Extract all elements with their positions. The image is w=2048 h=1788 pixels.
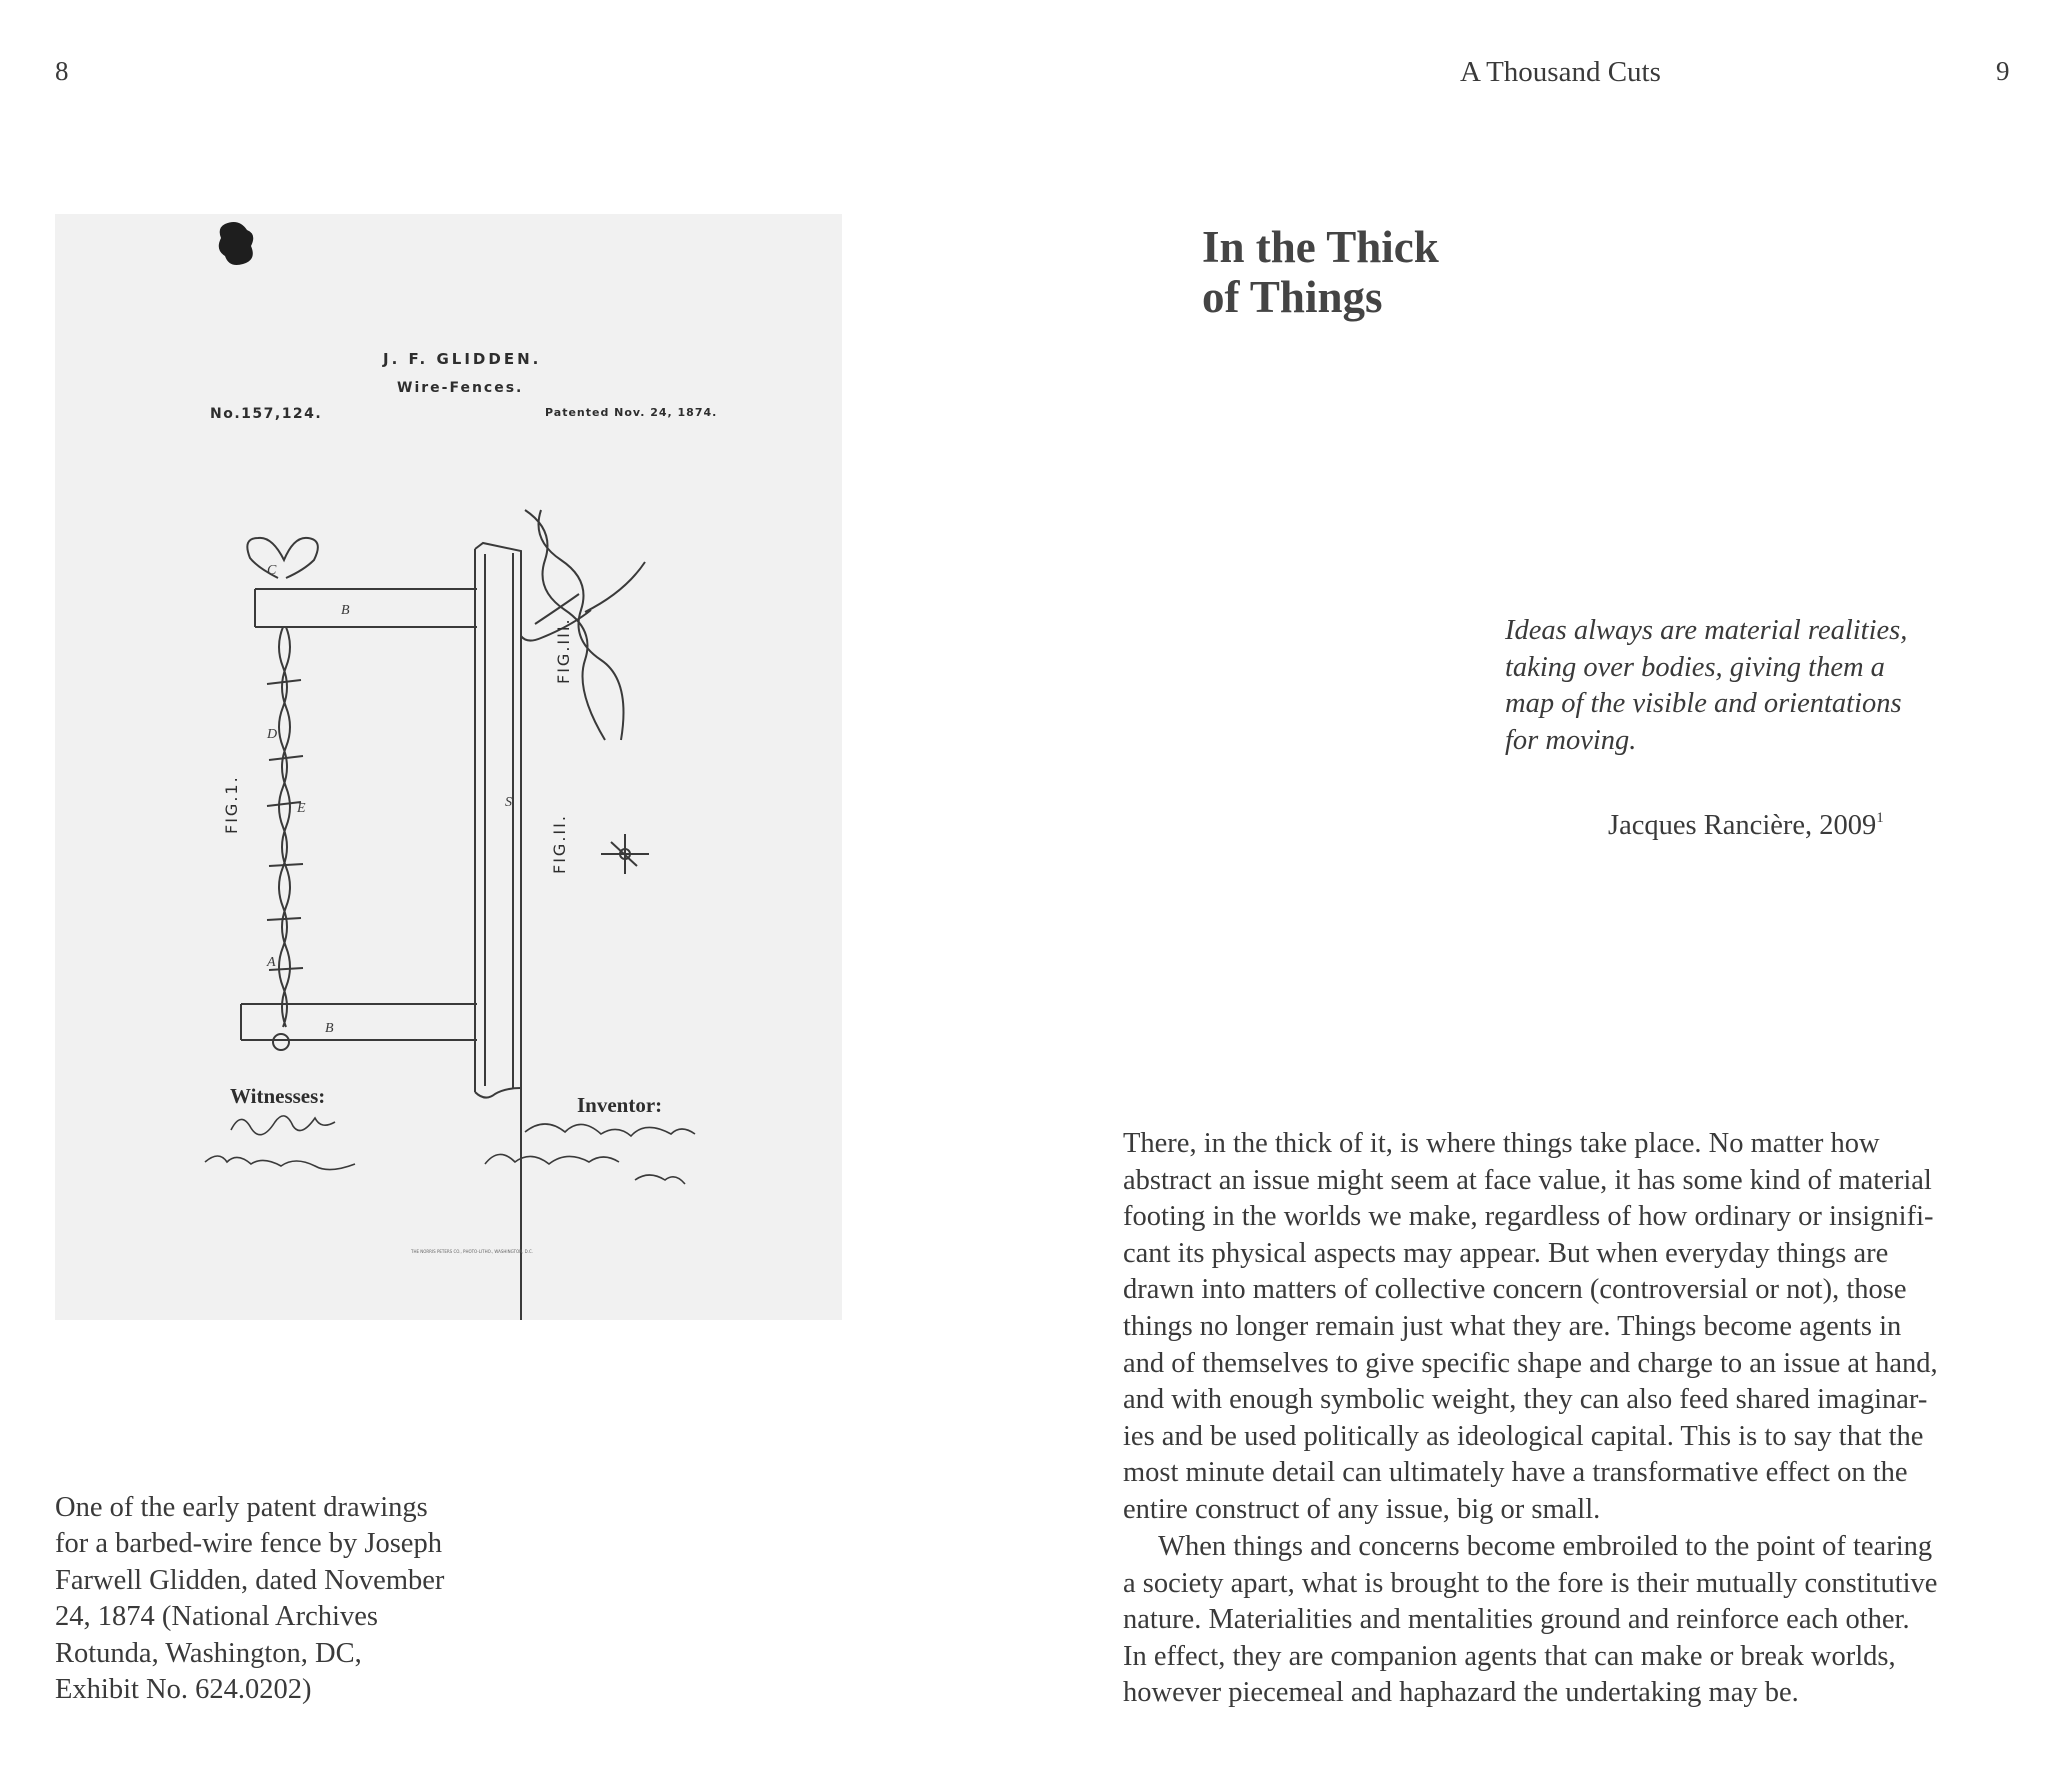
chapter-title: In the Thick of Things: [1202, 222, 1439, 322]
right-page-number: 9: [1996, 56, 2010, 86]
drawing-letter: D: [267, 727, 278, 742]
drawing-letter: A: [267, 955, 276, 970]
patent-date: Patented Nov. 24, 1874.: [545, 406, 718, 419]
figure-caption: One of the early patent drawings for a barbed-wire fence by Joseph Farwell Glidden, dated November 24, 1874 (National Archives Rotunda, Washington, DC, Exhibit No. 624.0202): [55, 1492, 445, 1706]
body-paragraph-2: When things and concerns become embroiled to the point of tearing a society apart, what is brought to the fore is their mutually constitutive nature. Materialities and mentalities ground and reinforce each other. In effect, they are companion agents that can make or break worlds, however piecemeal and haphazard the undertaking may be.: [1123, 1531, 1938, 1709]
drawing-letter: C: [267, 563, 277, 578]
patent-inventor-name: J. F. GLIDDEN.: [383, 350, 542, 368]
patent-number: No.157,124.: [210, 406, 323, 422]
attorney-signature: [485, 1154, 619, 1164]
wing-nut: [247, 538, 318, 578]
left-page-number: 8: [55, 56, 69, 86]
witness-signature-2: [205, 1156, 355, 1170]
fig2-label: FIG.II.: [550, 814, 569, 874]
drawing-letter: B: [341, 603, 350, 618]
fence-post: [475, 543, 521, 1320]
fence-arm-top: [255, 589, 477, 627]
drawing-letter: E: [297, 801, 306, 816]
drawing-letter: B: [325, 1021, 334, 1036]
running-title: A Thousand Cuts: [1460, 56, 1661, 88]
attribution-text: Jacques Rancière, 2009: [1608, 810, 1877, 841]
inventor-label: Inventor:: [577, 1093, 663, 1117]
witnesses-label: Witnesses:: [230, 1084, 326, 1108]
witness-signature-1: [231, 1116, 335, 1135]
epigraph-quote: Ideas always are material realities, taking over bodies, giving them a map of the visible and orientations for moving.: [1505, 615, 1908, 756]
epigraph-attribution: [1608, 800, 1884, 844]
ink-blot: [219, 222, 254, 265]
patent-drawing-figure: [55, 214, 842, 1320]
fig3-label: FIG.III.: [554, 617, 573, 684]
fig2-barb: [601, 834, 649, 874]
inventor-signature: [525, 1124, 695, 1136]
patent-drawing: [55, 214, 842, 1320]
patent-title: Wire-Fences.: [397, 380, 524, 396]
footnote-mark: 1: [1876, 810, 1884, 826]
body-paragraph-1: There, in the thick of it, is where things take place. No matter how abstract an issue might seem at face value, it has some kind of material footing in the worlds we make, regardless of how ordinary or insignifi- cant its physical aspects may appear. But when everyday things are drawn into matters of collective concern (controversial or not), those things no longer remain just what they are. Things become agents in and of themselves to give specific shape and charge to an issue at hand, and with enough symbolic weight, they can also feed shared imaginar- ies and be used politically as ideological capital. This is to say that the most minute detail can ultimately have a transformative effect on the entire construct of any issue, big or small.: [1123, 1128, 1938, 1525]
drawing-letter: S: [505, 795, 512, 810]
fig1-label: FIG.1.: [222, 775, 241, 834]
printer-note: THE NORRIS PETERS CO., PHOTO-LITHO., WASHINGTON, D.C.: [411, 1249, 534, 1254]
